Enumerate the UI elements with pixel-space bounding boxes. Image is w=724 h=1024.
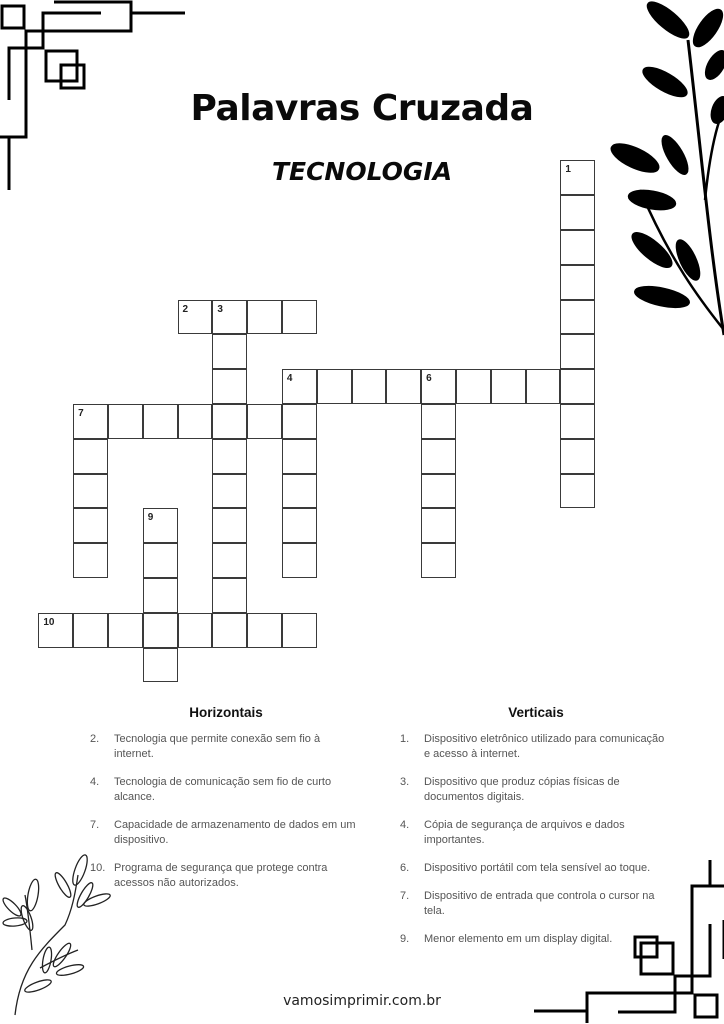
crossword-cell[interactable] <box>143 543 178 578</box>
clue-item <box>400 889 672 919</box>
crossword-cell[interactable] <box>212 334 247 369</box>
crossword-cell[interactable] <box>282 439 317 474</box>
cell-number: 4 <box>286 373 293 385</box>
clue-text: Dispositivo que produz cópias físicas de documentos digitais. <box>424 776 620 803</box>
page-subtitle: TECNOLOGIA <box>271 157 453 186</box>
clues-vertical-heading: Verticais <box>508 705 564 720</box>
crossword-cell[interactable] <box>212 439 247 474</box>
clue-text: Dispositivo eletrônico utilizado para comunicação e acesso à internet. <box>424 733 665 760</box>
crossword-cell[interactable] <box>560 474 595 509</box>
clue-text: Capacidade de armazenamento de dados em um dispositivo. <box>114 819 356 846</box>
crossword-cell[interactable] <box>421 369 456 404</box>
crossword-cell[interactable] <box>282 300 317 335</box>
crossword-cell[interactable] <box>212 508 247 543</box>
crossword-cell[interactable] <box>212 578 247 613</box>
clue-item <box>90 732 362 762</box>
crossword-cell[interactable] <box>560 439 595 474</box>
crossword-cell[interactable] <box>143 648 178 683</box>
crossword-cell[interactable] <box>526 369 561 404</box>
crossword-cell[interactable] <box>247 613 282 648</box>
crossword-cell[interactable] <box>143 508 178 543</box>
crossword-cell[interactable] <box>421 439 456 474</box>
crossword-cell[interactable] <box>143 613 178 648</box>
crossword-cell[interactable] <box>178 404 213 439</box>
crossword-cell[interactable] <box>560 369 595 404</box>
clue-number: 3. <box>400 776 410 788</box>
clue-number: 4. <box>400 819 410 831</box>
crossword-cell[interactable] <box>282 474 317 509</box>
clue-number: 1. <box>400 733 410 745</box>
crossword-cell[interactable] <box>456 369 491 404</box>
cell-number: 3 <box>217 303 223 315</box>
crossword-cell[interactable] <box>560 404 595 439</box>
crossword-cell[interactable] <box>212 300 247 335</box>
clue-item <box>90 861 362 891</box>
clue-text: Dispositivo portátil com tela sensível ao toque. <box>424 862 651 874</box>
cell-number: 10 <box>43 616 55 628</box>
clues-horizontal-heading: Horizontais <box>189 705 263 720</box>
cell-number: 9 <box>147 512 154 524</box>
crossword-cell[interactable] <box>73 613 108 648</box>
crossword-cell[interactable] <box>212 369 247 404</box>
crossword-cell[interactable] <box>491 369 526 404</box>
crossword-cell[interactable] <box>421 508 456 543</box>
clues-horizontal <box>90 705 362 904</box>
crossword-cell[interactable] <box>73 404 108 439</box>
cell-number: 6 <box>426 373 432 385</box>
crossword-cell[interactable] <box>73 508 108 543</box>
crossword-cell[interactable] <box>73 543 108 578</box>
crossword-cell[interactable] <box>212 474 247 509</box>
clue-text: Cópia de segurança de arquivos e dados importantes. <box>424 819 625 846</box>
crossword-cell[interactable] <box>38 613 73 648</box>
cell-number: 2 <box>182 303 189 315</box>
clue-item <box>400 932 672 947</box>
crossword-cell[interactable] <box>282 613 317 648</box>
crossword-cell[interactable] <box>352 369 387 404</box>
crossword-cell[interactable] <box>560 230 595 265</box>
clue-text: Programa de segurança que protege contra acessos não autorizados. <box>114 862 328 889</box>
clues-vertical <box>400 705 672 960</box>
cell-number: 7 <box>78 407 84 419</box>
clue-item <box>400 732 672 762</box>
crossword-cell[interactable] <box>560 300 595 335</box>
crossword-cell[interactable] <box>282 543 317 578</box>
clue-text: Tecnologia que permite conexão sem fio à internet. <box>114 733 321 760</box>
crossword-cell[interactable] <box>178 300 213 335</box>
clue-number: 10. <box>90 862 106 874</box>
crossword-cell[interactable] <box>73 439 108 474</box>
clue-item <box>400 818 672 848</box>
crossword-cell[interactable] <box>282 508 317 543</box>
crossword-cell[interactable] <box>108 404 143 439</box>
cell-number: 1 <box>565 164 571 176</box>
crossword-cell[interactable] <box>421 543 456 578</box>
clue-text: Menor elemento em um display digital. <box>424 933 613 945</box>
footer-site-link[interactable]: vamosimprimir.com.br <box>283 993 441 1009</box>
crossword-cell[interactable] <box>108 613 143 648</box>
clue-text: Tecnologia de comunicação sem fio de curto alcance. <box>114 776 332 803</box>
clue-number: 2. <box>90 733 100 745</box>
clue-number: 7. <box>90 819 100 831</box>
crossword-cell[interactable] <box>421 404 456 439</box>
crossword-cell[interactable] <box>247 404 282 439</box>
crossword-cell[interactable] <box>282 369 317 404</box>
crossword-cell[interactable] <box>212 613 247 648</box>
crossword-cell[interactable] <box>247 300 282 335</box>
clue-number: 9. <box>400 933 410 945</box>
clue-number: 4. <box>90 776 100 788</box>
clue-text: Dispositivo de entrada que controla o cursor na tela. <box>424 890 655 917</box>
clue-number: 6. <box>400 862 410 874</box>
crossword-cell[interactable] <box>560 160 595 195</box>
crossword-cell[interactable] <box>560 195 595 230</box>
clue-number: 7. <box>400 890 410 902</box>
crossword-cell[interactable] <box>178 613 213 648</box>
crossword-cell[interactable] <box>212 404 247 439</box>
clue-item <box>90 775 362 805</box>
crossword-cell[interactable] <box>282 404 317 439</box>
crossword-cell[interactable] <box>421 474 456 509</box>
clue-item <box>90 818 362 848</box>
crossword-cell[interactable] <box>143 578 178 613</box>
crossword-cell[interactable] <box>386 369 421 404</box>
crossword-cell[interactable] <box>560 334 595 369</box>
clue-item <box>400 775 672 805</box>
clue-item <box>400 861 672 876</box>
crossword-cell[interactable] <box>143 404 178 439</box>
crossword-cell[interactable] <box>73 474 108 509</box>
crossword-cell[interactable] <box>560 265 595 300</box>
crossword-cell[interactable] <box>317 369 352 404</box>
page-title: Palavras Cruzada <box>190 88 534 129</box>
crossword-cell[interactable] <box>212 543 247 578</box>
